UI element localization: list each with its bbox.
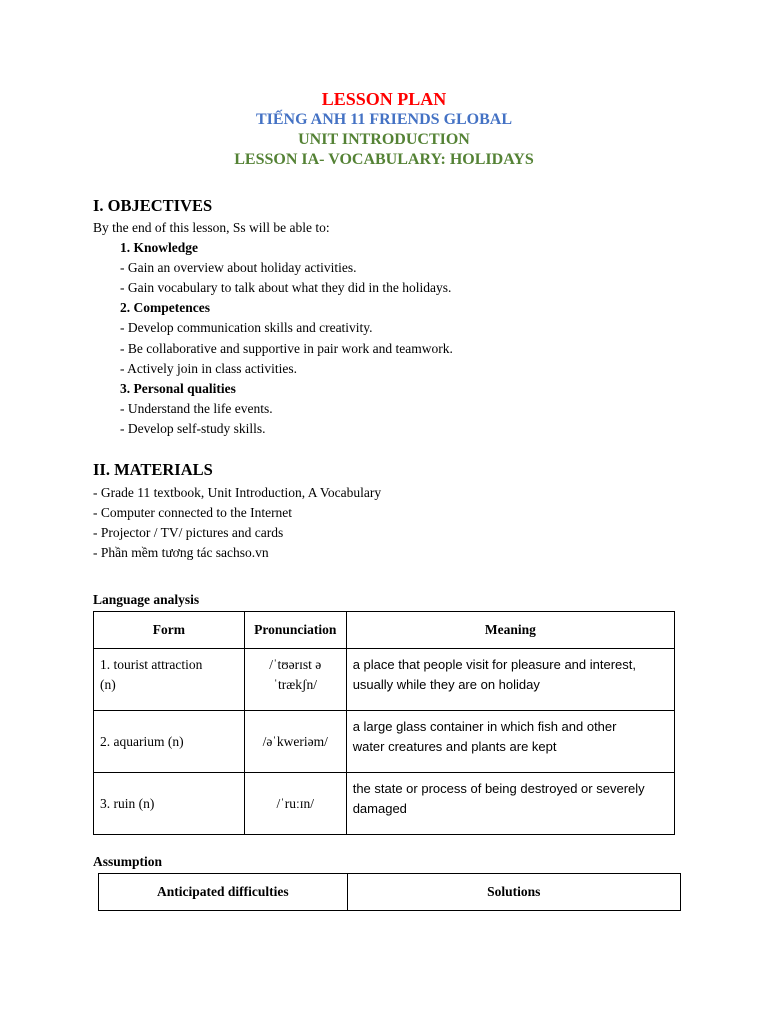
lesson-plan-title: LESSON PLAN [321,89,447,109]
meaning-cell [346,773,674,835]
competences-item: - Develop communication skills and creativity. [120,320,373,335]
materials-item: - Phần mềm tương tác sachso.vn [93,545,269,560]
qualities-item: - Develop self-study skills. [120,421,266,436]
meaning-text: usually while they are on holiday [352,677,540,692]
column-header-pronunciation: Pronunciation [244,612,346,649]
assumption-table [98,873,681,911]
title-block [0,88,768,170]
form-text: 3. ruin (n) [100,795,155,811]
pronunciation-text: /ˈtʊərɪst ə [269,657,322,672]
form-cell [94,711,245,773]
objectives-heading: I. OBJECTIVES [93,196,213,215]
language-analysis-table [93,611,675,835]
table-row [94,649,675,711]
materials-item: - Projector / TV/ pictures and cards [93,525,284,540]
competences-heading: 2. Competences [120,300,210,315]
column-header-form: Form [94,612,245,649]
competences-item: - Be collaborative and supportive in pair work and teamwork. [120,341,453,356]
meaning-text: a large glass container in which fish and other [352,719,617,734]
meaning-text: water creatures and plants are kept [352,739,557,754]
language-analysis-label: Language analysis [93,592,200,607]
assumption-label: Assumption [93,854,163,869]
qualities-heading: 3. Personal qualities [120,381,236,396]
materials-item: - Computer connected to the Internet [93,505,293,520]
meaning-cell [346,711,674,773]
form-text: 2. aquarium (n) [100,733,184,749]
lesson-title: LESSON IA- VOCABULARY: HOLIDAYS [234,151,534,168]
unit-title: UNIT INTRODUCTION [298,131,470,148]
table-row [94,711,675,773]
meaning-text: the state or process of being destroyed or severely [352,781,645,796]
pronunciation-cell [244,711,346,773]
column-header-difficulties: Anticipated difficulties [99,874,348,911]
knowledge-item: - Gain an overview about holiday activities. [120,260,357,275]
table-header-row [94,612,675,649]
form-text: 1. tourist attraction [100,657,203,672]
knowledge-item: - Gain vocabulary to talk about what they did in the holidays. [120,280,452,295]
column-header-meaning: Meaning [346,612,674,649]
meaning-text: a place that people visit for pleasure and interest, [352,657,636,672]
pronunciation-text: /ˈruːɪn/ [276,795,314,811]
table-header-row [99,874,681,911]
column-header-solutions: Solutions [347,874,680,911]
pronunciation-cell [244,649,346,711]
meaning-text: damaged [352,801,407,816]
table-row [94,773,675,835]
knowledge-heading: 1. Knowledge [120,240,199,255]
pronunciation-text: ˈtrækʃn/ [273,677,317,692]
objectives-intro: By the end of this lesson, Ss will be able to: [93,220,330,235]
form-cell [94,649,245,711]
pronunciation-text: /əˈkweriəm/ [262,733,328,749]
materials-heading: II. MATERIALS [93,460,213,479]
materials-item: - Grade 11 textbook, Unit Introduction, A Vocabulary [93,485,382,500]
qualities-item: - Understand the life events. [120,401,273,416]
form-cell [94,773,245,835]
meaning-cell [346,649,674,711]
book-title: TIẾNG ANH 11 FRIENDS GLOBAL [255,111,513,128]
form-text: (n) [100,677,116,692]
competences-item: - Actively join in class activities. [120,361,297,376]
pronunciation-cell [244,773,346,835]
